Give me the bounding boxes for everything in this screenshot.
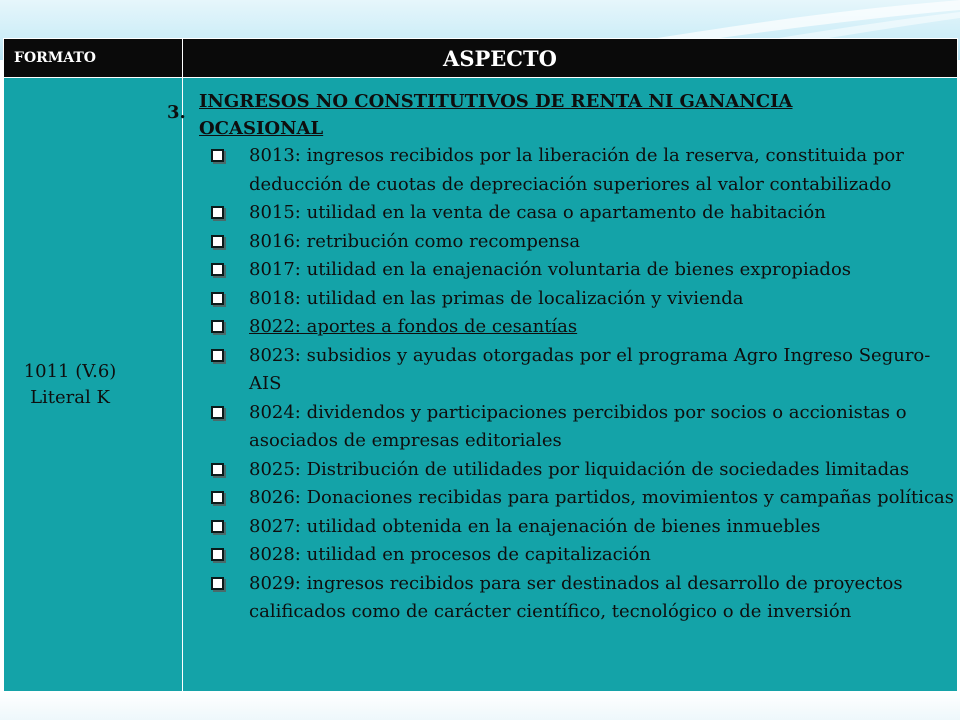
- checkbox-bullet-icon: [211, 577, 224, 590]
- table-row: [4, 78, 958, 692]
- checkbox-bullet-icon: [211, 320, 224, 333]
- list-item: [249, 570, 957, 627]
- list-item-text: 8017: utilidad en la enajenación voluntaria de bienes expropiados: [249, 259, 852, 280]
- checkbox-bullet-icon: [211, 235, 224, 248]
- list-item-text: 8028: utilidad en procesos de capitalización: [249, 544, 651, 565]
- item-list: [189, 142, 957, 627]
- checkbox-bullet-icon: [211, 463, 224, 476]
- list-item-text: 8025: Distribución de utilidades por liquidación de sociedades limitadas: [249, 458, 910, 480]
- list-item: [249, 256, 957, 285]
- list-item: [249, 342, 957, 399]
- checkbox-bullet-icon: [211, 292, 224, 305]
- list-item-text: 8022: aportes a fondos de cesantías: [249, 316, 578, 337]
- formato-code: 1011 (V.6): [23, 360, 117, 382]
- checkbox-bullet-icon: [211, 520, 224, 533]
- formato-literal: Literal K: [30, 386, 110, 408]
- list-item: [249, 456, 957, 485]
- header-formato: FORMATO: [4, 39, 183, 78]
- list-item-text: 8015: utilidad en la venta de casa o apartamento de habitación: [249, 202, 826, 223]
- checkbox-bullet-icon: [211, 349, 224, 362]
- list-item-text: 8023: subsidios y ayudas otorgadas por el programa Agro Ingreso Seguro- AIS: [249, 344, 931, 394]
- list-item: [249, 313, 957, 342]
- checkbox-bullet-icon: [211, 406, 224, 419]
- list-item: [249, 484, 957, 513]
- list-item: [249, 199, 957, 228]
- header-aspecto: ASPECTO: [183, 39, 958, 78]
- checkbox-bullet-icon: [211, 206, 224, 219]
- list-item: [249, 285, 957, 314]
- checkbox-bullet-icon: [211, 263, 224, 276]
- slide-bottom-background: [0, 692, 960, 720]
- list-item: [249, 513, 957, 542]
- list-item: [249, 541, 957, 570]
- section-number: 3.: [167, 102, 186, 123]
- list-item-text: 8027: utilidad obtenida en la enajenación de bienes inmuebles: [249, 515, 821, 537]
- aspecto-cell: [167, 78, 958, 692]
- section-3: [167, 88, 957, 627]
- section-title: INGRESOS NO CONSTITUTIVOS DE RENTA NI GANANCIA OCASIONAL: [199, 91, 793, 139]
- list-item-text: 8016: retribución como recompensa: [249, 230, 581, 252]
- list-item: [249, 399, 957, 456]
- list-item: [249, 142, 957, 199]
- list-item: [249, 228, 957, 257]
- list-item-text: 8026: Donaciones recibidas para partidos, movimientos y campañas políticas: [249, 487, 955, 508]
- formato-aspecto-table: [3, 38, 958, 692]
- table-header-row: [4, 39, 958, 78]
- checkbox-bullet-icon: [211, 548, 224, 561]
- list-item-text: 8024: dividendos y participaciones percibidos por socios o accionistas o asociados de empresas editoriales: [249, 401, 907, 451]
- list-item-text: 8029: ingresos recibidos para ser destinados al desarrollo de proyectos calificados como de carácter científico, tecnológico o de inversión: [249, 572, 903, 622]
- list-item-text: 8013: ingresos recibidos por la liberación de la reserva, constituida por deducción de cuotas de depreciación superiores al valor contabilizado: [249, 145, 904, 195]
- checkbox-bullet-icon: [211, 149, 224, 162]
- formato-cell: [4, 78, 183, 692]
- checkbox-bullet-icon: [211, 491, 224, 504]
- list-item-text: 8018: utilidad en las primas de localización y vivienda: [249, 287, 744, 309]
